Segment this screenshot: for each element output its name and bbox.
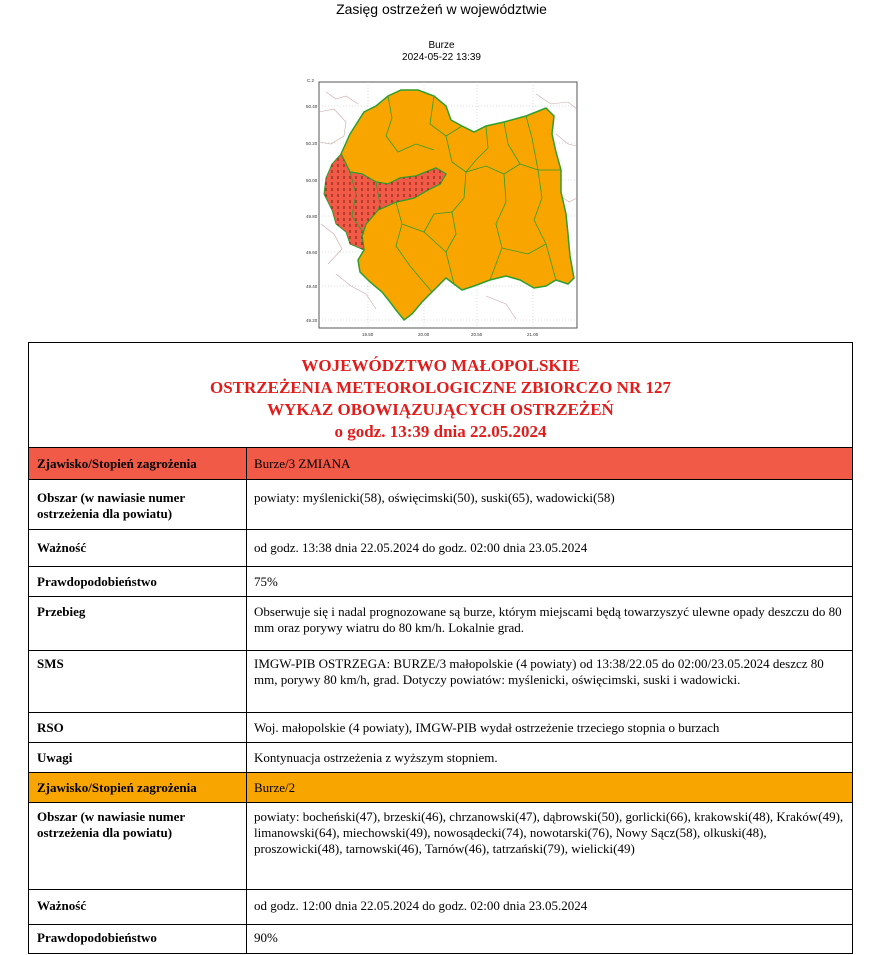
probability-value: 90% [254,930,278,945]
notes-value: Kontynuacja ostrzeżenia z wyższym stopniem. [254,750,498,765]
list-title: WYKAZ OBOWIĄZUJĄCYCH OSTRZEŻEŃ [267,400,614,419]
y-tick-label: 50.40 [306,104,318,109]
table-row [29,713,852,743]
phenomenon-label: Zjawisko/Stopień zagrożenia [29,773,247,802]
y-tick-label: 50.20 [306,141,318,146]
phenomenon-value: Burze/2 [254,779,296,795]
validity-value: od godz. 13:38 dnia 22.05.2024 do godz. 02:00 dnia 23.05.2024 [254,540,588,555]
table-row [29,890,852,925]
table-row [29,567,852,597]
bulletin-title: OSTRZEŻENIA METEOROLOGICZNE ZBIORCZO NR 127 [210,378,671,397]
warning-map [306,74,582,342]
table-row [29,803,852,890]
table-row [29,480,852,530]
y-tick-label: 49.20 [306,318,318,323]
sms-label: SMS [29,651,247,712]
phenomenon-label: Zjawisko/Stopień zagrożenia [29,448,247,479]
area-label: Obszar (w nawiasie numer ostrzeżenia dla powiatu) [29,480,247,529]
probability-label: Prawdopodobieństwo [29,925,247,953]
table-row [29,925,852,953]
map-timestamp: 2024-05-22 13:39 [402,52,481,63]
sms-value: IMGW-PIB OSTRZEGA: BURZE/3 małopolskie (4 powiaty) od 13:38/22.05 do 02:00/23.05.2024 deszcz 80 mm, porywy 80 km/h, grad. Dotyczy powiatów: myślenicki, oświęcimski, suski i wadowicki. [254,656,824,687]
issue-time: o godz. 13:39 dnia 22.05.2024 [334,422,547,441]
page-title: Zasięg ostrzeżeń w województwie [336,1,547,17]
y-tick-label: 49.60 [306,250,318,255]
table-row [29,530,852,567]
phenomenon-value: Burze/3 ZMIANA [254,455,351,471]
rso-value: Woj. małopolskie (4 powiaty), IMGW-PIB wydał ostrzeżenie trzeciego stopnia o burzach [254,720,720,735]
course-value: Obserwuje się i nadal prognozowane są burze, którym miejscami będą towarzyszyć ulewne opady deszczu do 80 mm oraz porywy wiatru do 80 km/h. Lokalnie grad. [254,604,842,635]
table-row [29,773,852,803]
probability-value: 75% [254,574,278,589]
warning-map-svg [306,74,582,342]
y-tick-label: 49.40 [306,284,318,289]
y-tick-label: 49.80 [306,214,318,219]
validity-label: Ważność [29,890,247,924]
table-row [29,743,852,773]
validity-value: od godz. 12:00 dnia 22.05.2024 do godz. 02:00 dnia 23.05.2024 [254,898,588,913]
x-tick-label: 21.00 [527,332,539,337]
voivodeship-title: WOJEWÓDZTWO MAŁOPOLSKIE [301,356,580,375]
y-tick-label: 50.00 [306,178,318,183]
table-row [29,448,852,480]
table-row [29,651,852,713]
course-label: Przebieg [29,597,247,650]
area-value: powiaty: myślenicki(58), oświęcimski(50), suski(65), wadowicki(58) [254,490,615,505]
warnings-header [29,343,852,448]
area-label: Obszar (w nawiasie numer ostrzeżenia dla powiatu) [29,803,247,889]
map-phenomenon: Burze [428,40,455,51]
x-tick-label: 20.00 [418,332,430,337]
map-caption [0,40,883,64]
probability-label: Prawdopodobieństwo [29,567,247,596]
x-tick-label: 20.50 [471,332,483,337]
map-corner-label: C.2 [307,78,315,83]
warnings-table [28,342,853,954]
area-value: powiaty: bocheński(47), brzeski(46), chrzanowski(47), dąbrowski(50), gorlicki(66), krakowski(48), Kraków(49), limanowski(64), miechowski(49), nowosądecki(74), nowotarski(76), Nowy Sącz(58), olkuski(48), proszowicki(48), tarnowski(46), Tarnów(46), tatrzański(79), wielicki(49) [254,809,844,856]
table-row [29,597,852,651]
validity-label: Ważność [29,530,247,566]
notes-label: Uwagi [29,743,247,772]
x-tick-label: 19.50 [362,332,374,337]
rso-label: RSO [29,713,247,742]
